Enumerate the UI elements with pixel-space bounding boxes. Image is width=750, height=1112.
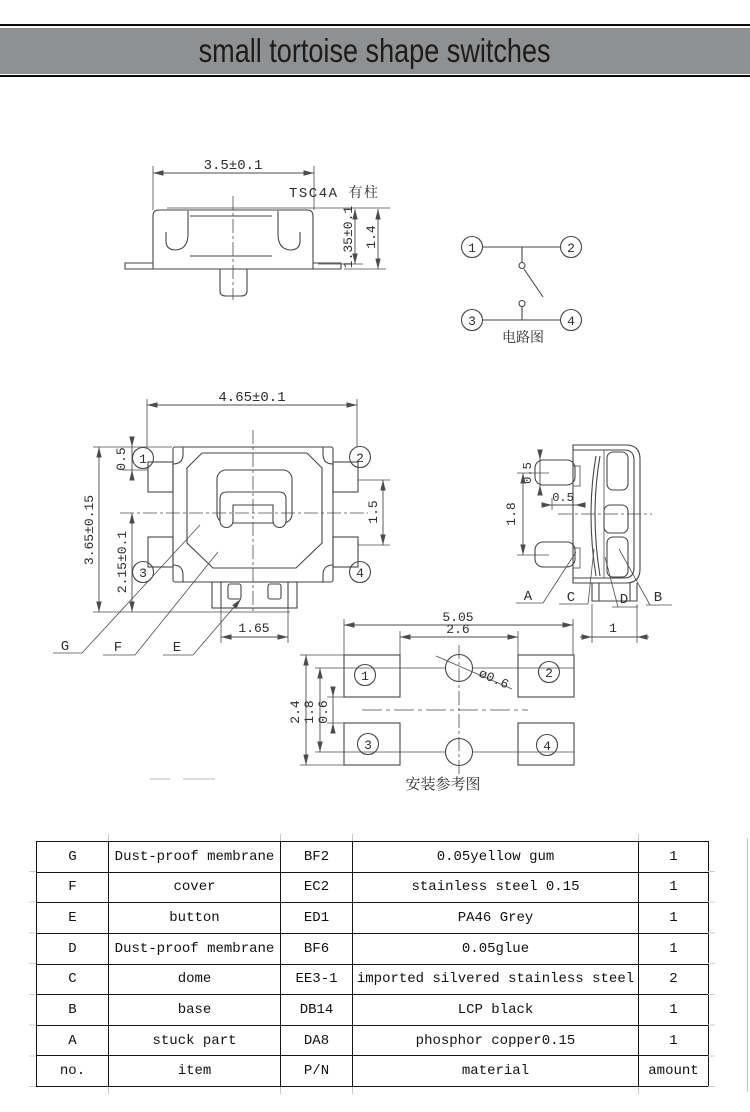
front-pin-2: 2 [356, 451, 364, 466]
cell-pn: BF2 [281, 842, 353, 873]
cell-item: base [109, 995, 281, 1026]
table-row [37, 872, 709, 903]
cell-no: D [37, 933, 109, 964]
mount-pad-label-4: 4 [543, 739, 551, 754]
dim-mount-18: 1.8 [302, 700, 317, 724]
cell-amount: 1 [639, 903, 709, 934]
cell-amount-header: amount [639, 1056, 709, 1087]
mount-pad-label-1: 1 [361, 669, 369, 684]
cell-material: 0.05glue [353, 933, 639, 964]
model-label: TSC4A 有柱 [289, 186, 380, 202]
mount-caption: 安装参考图 [405, 777, 481, 794]
cell-amount: 2 [639, 964, 709, 995]
mount-pad-label-3: 3 [364, 738, 372, 753]
cell-material: phosphor copper0.15 [353, 1025, 639, 1056]
gridline-stub [638, 1087, 639, 1094]
cell-item: button [109, 903, 281, 934]
side-right-terminal-top [535, 460, 575, 485]
dim-mount-hole-dia: ø0.6 [476, 665, 511, 693]
cell-no: C [37, 964, 109, 995]
dim-mount-06: 0.6 [316, 700, 331, 724]
front-pin-3: 3 [139, 566, 147, 581]
circuit-pin-3: 3 [468, 314, 476, 329]
cell-pn: BF6 [281, 933, 353, 964]
table-row [37, 1025, 709, 1056]
drawing-mount-pattern [150, 610, 574, 794]
cell-material: PA46 Grey [353, 903, 639, 934]
front-pin-1: 1 [139, 452, 147, 467]
table-row [37, 903, 709, 934]
dim-front-height: 3.65±0.15 [82, 494, 97, 566]
dim-side-right-05b: 0.5 [552, 491, 574, 505]
dim-side-top-width: 3.5±0.1 [203, 158, 263, 174]
dim-front-215: 2.15±0.1 [115, 530, 130, 594]
cell-material: 0.05yellow gum [353, 842, 639, 873]
page-edge-gridline [747, 838, 748, 1092]
cell-no: G [37, 842, 109, 873]
cell-no: E [37, 903, 109, 934]
side-right-dome [591, 456, 600, 576]
leader-label-g: G [60, 639, 70, 655]
leader-label-b: B [653, 590, 663, 606]
cell-no: B [37, 995, 109, 1026]
table-row [37, 995, 709, 1026]
drawing-front-view [53, 390, 390, 656]
front-terminal-3 [148, 537, 173, 567]
cell-item: dome [109, 964, 281, 995]
front-terminal-4 [333, 537, 358, 567]
dim-side-right-1: 1 [609, 621, 617, 636]
leader-label-a: A [523, 589, 533, 605]
cell-pn: EC2 [281, 872, 353, 903]
dim-front-15: 1.5 [366, 500, 381, 524]
mount-pad-3 [344, 723, 400, 765]
table-header-row [37, 1056, 709, 1087]
leader-label-f: F [113, 640, 123, 656]
gridline-stub [108, 834, 109, 841]
cell-item: stuck part [109, 1025, 281, 1056]
cell-item-header: item [109, 1056, 281, 1087]
front-terminal-2 [333, 462, 358, 492]
gridline-stub [638, 834, 639, 841]
mount-pad-label-2: 2 [545, 666, 553, 681]
cell-no: A [37, 1025, 109, 1056]
side-top-stem [220, 269, 247, 296]
table-row [37, 842, 709, 873]
cell-material: LCP black [353, 995, 639, 1026]
cell-item: Dust-proof membrane [109, 933, 281, 964]
drawing-circuit-diagram [462, 237, 582, 348]
cell-amount: 1 [639, 842, 709, 873]
cell-pn: EE3-1 [281, 964, 353, 995]
cell-pn: ED1 [281, 903, 353, 934]
leader-label-d: D [619, 592, 629, 608]
dim-mount-505: 5.05 [442, 610, 474, 625]
cell-item: cover [109, 872, 281, 903]
front-pin-4: 4 [356, 566, 364, 581]
dim-side-right-05a: 0.5 [521, 462, 535, 484]
cell-material-header: material [353, 1056, 639, 1087]
cell-amount: 1 [639, 872, 709, 903]
gridline-stub [280, 1087, 281, 1094]
front-stem [212, 582, 297, 608]
cell-no-header: no. [37, 1056, 109, 1087]
table-row [37, 964, 709, 995]
cell-no: F [37, 872, 109, 903]
page-title: small tortoise shape switches [199, 32, 551, 69]
cell-amount: 1 [639, 1025, 709, 1056]
cell-amount: 1 [639, 933, 709, 964]
dim-side-right-18: 1.8 [504, 502, 519, 526]
mount-pad-1 [344, 655, 400, 697]
gridline-stub [352, 834, 353, 841]
cell-material: imported silvered stainless steel [353, 964, 639, 995]
cell-item: Dust-proof membrane [109, 842, 281, 873]
circuit-pin-4: 4 [567, 314, 575, 329]
cell-amount: 1 [639, 995, 709, 1026]
parts-table-wrap [36, 841, 708, 1087]
dim-mount-24: 2.4 [288, 700, 303, 724]
drawing-side-view-top [125, 158, 390, 300]
circuit-caption: 电路图 [502, 331, 544, 347]
dim-side-top-h2: 1.4 [364, 225, 379, 249]
dim-front-165: 1.65 [238, 621, 270, 636]
cell-pn: DA8 [281, 1025, 353, 1056]
dim-mount-26: 2.6 [446, 622, 470, 637]
leader-label-e: E [172, 640, 182, 656]
front-body [173, 447, 333, 582]
gridline-stub [280, 834, 281, 841]
cell-material: stainless steel 0.15 [353, 872, 639, 903]
front-terminal-1 [148, 462, 173, 492]
dim-front-width: 4.65±0.1 [218, 390, 286, 406]
dim-front-05: 0.5 [114, 447, 129, 471]
dim-side-top-h1: 1.35±0.1 [341, 205, 356, 269]
cell-pn: DB14 [281, 995, 353, 1026]
drawing-side-view-right [504, 445, 672, 643]
circuit-pin-1: 1 [468, 241, 476, 256]
table-row [37, 933, 709, 964]
parts-table [36, 841, 709, 1087]
leader-label-c: C [566, 590, 576, 606]
gridline-stub [108, 1087, 109, 1094]
circuit-pin-2: 2 [567, 241, 575, 256]
gridline-stub [352, 1087, 353, 1094]
cell-pn-header: P/N [281, 1056, 353, 1087]
